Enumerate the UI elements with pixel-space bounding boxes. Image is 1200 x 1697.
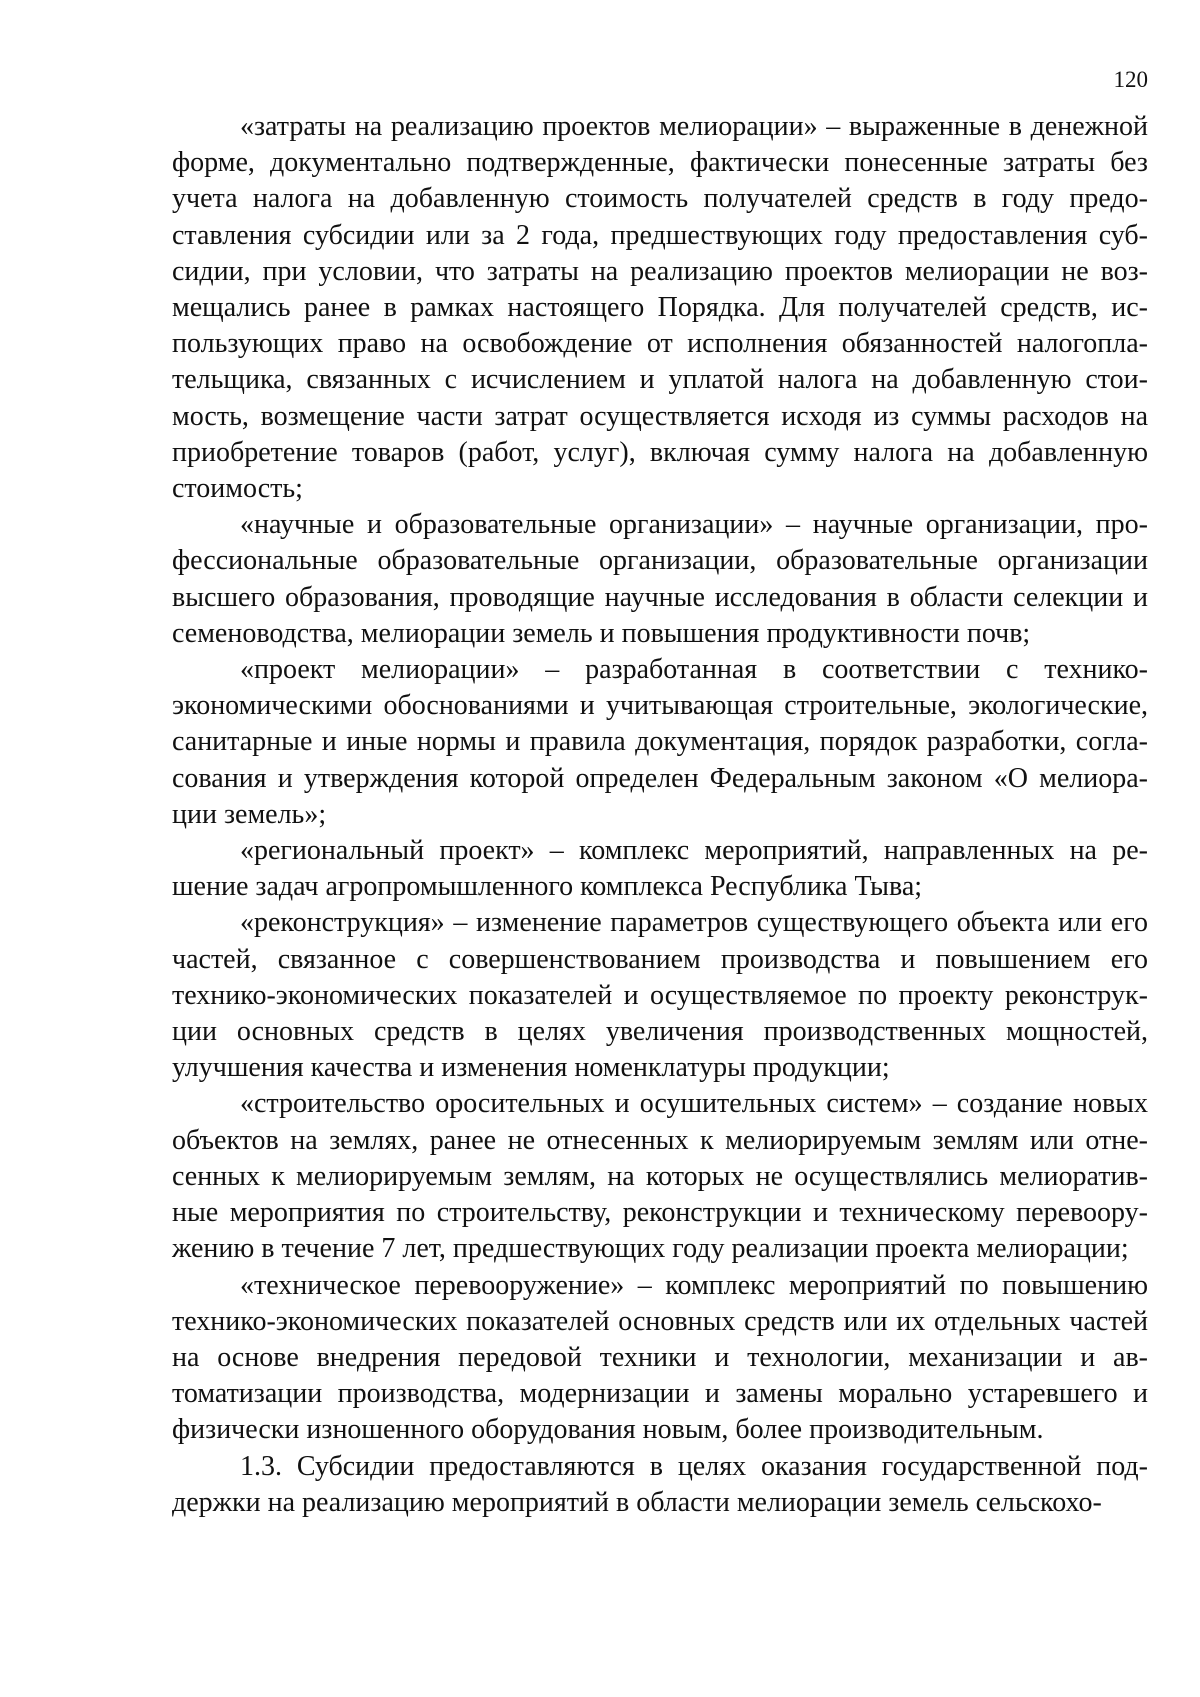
document-text — [172, 109, 1148, 1521]
page-number: 120 — [1113, 67, 1148, 92]
paragraph-regional-project: «региональный проект» – комплекс мероприятий, направленных на решение задач агропромышленного комплекса Республика Тыва; — [172, 835, 1148, 903]
paragraph-irrigation-construction: «строительство оросительных и осушительных систем» – создание новых объектов на землях, ранее не отнесенных к мелиорируемым землям или отнесенных к мелиорируемым землям, на которых не осуществлялись мелиоративные мероприятия по строительству, реконструкции и техническому перевооружению в течение 7 лет, предшествующих году реализации проекта мелиорации; — [172, 1088, 1148, 1265]
paragraph-technical-reequipment: «техническое перевооружение» – комплекс мероприятий по повышению технико-экономических показателей основных средств или их отдельных частей на основе внедрения передовой техники и технологии, механизации и автоматизации производства, модернизации и замены морально устаревшего и физически изношенного оборудования новым, более производительным. — [172, 1269, 1148, 1446]
paragraph-melioration-costs: «затраты на реализацию проектов мелиорации» – выраженные в денежной форме, документально подтвержденные, фактически понесенные затраты без учета налога на добавленную стоимость получателей средств в году предоставления субсидии или за 2 года, предшествующих году предоставления субсидии, при условии, что затраты на реализацию проектов мелиорации не возмещались ранее в рамках настоящего Порядка. Для получателей средств, использующих право на освобождение от исполнения обязанностей налогоплательщика, связанных с исчислением и уплатой налога на добавленную стоимость, возмещение части затрат осуществляется исходя из суммы расходов на приобретение товаров (работ, услуг), включая сумму налога на добавленную стоимость; — [172, 111, 1148, 505]
paragraph-subsidy-purpose: 1.3. Субсидии предоставляются в целях оказания государственной поддержки на реализацию мероприятий в области мелиорации земель сельскохо- — [172, 1450, 1148, 1518]
paragraph-reconstruction: «реконструкция» – изменение параметров существующего объекта или его частей, связанное с совершенствованием производства и повышением его технико-экономических показателей и осуществляемое по проекту реконструкции основных средств в целях увеличения производственных мощностей, улучшения качества и изменения номенклатуры продукции; — [172, 907, 1148, 1084]
paragraph-melioration-project: «проект мелиорации» – разработанная в соответствии с технико-экономическими обоснованиями и учитывающая строительные, экологические, санитарные и иные нормы и правила документация, порядок разработки, согласования и утверждения которой определен Федеральным законом «О мелиорации земель»; — [172, 654, 1148, 830]
paragraph-scientific-organizations: «научные и образовательные организации» – научные организации, профессиональные образовательные организации, образовательные организации высшего образования, проводящие научные исследования в области селекции и семеноводства, мелиорации земель и повышения продуктивности почв; — [172, 509, 1148, 649]
